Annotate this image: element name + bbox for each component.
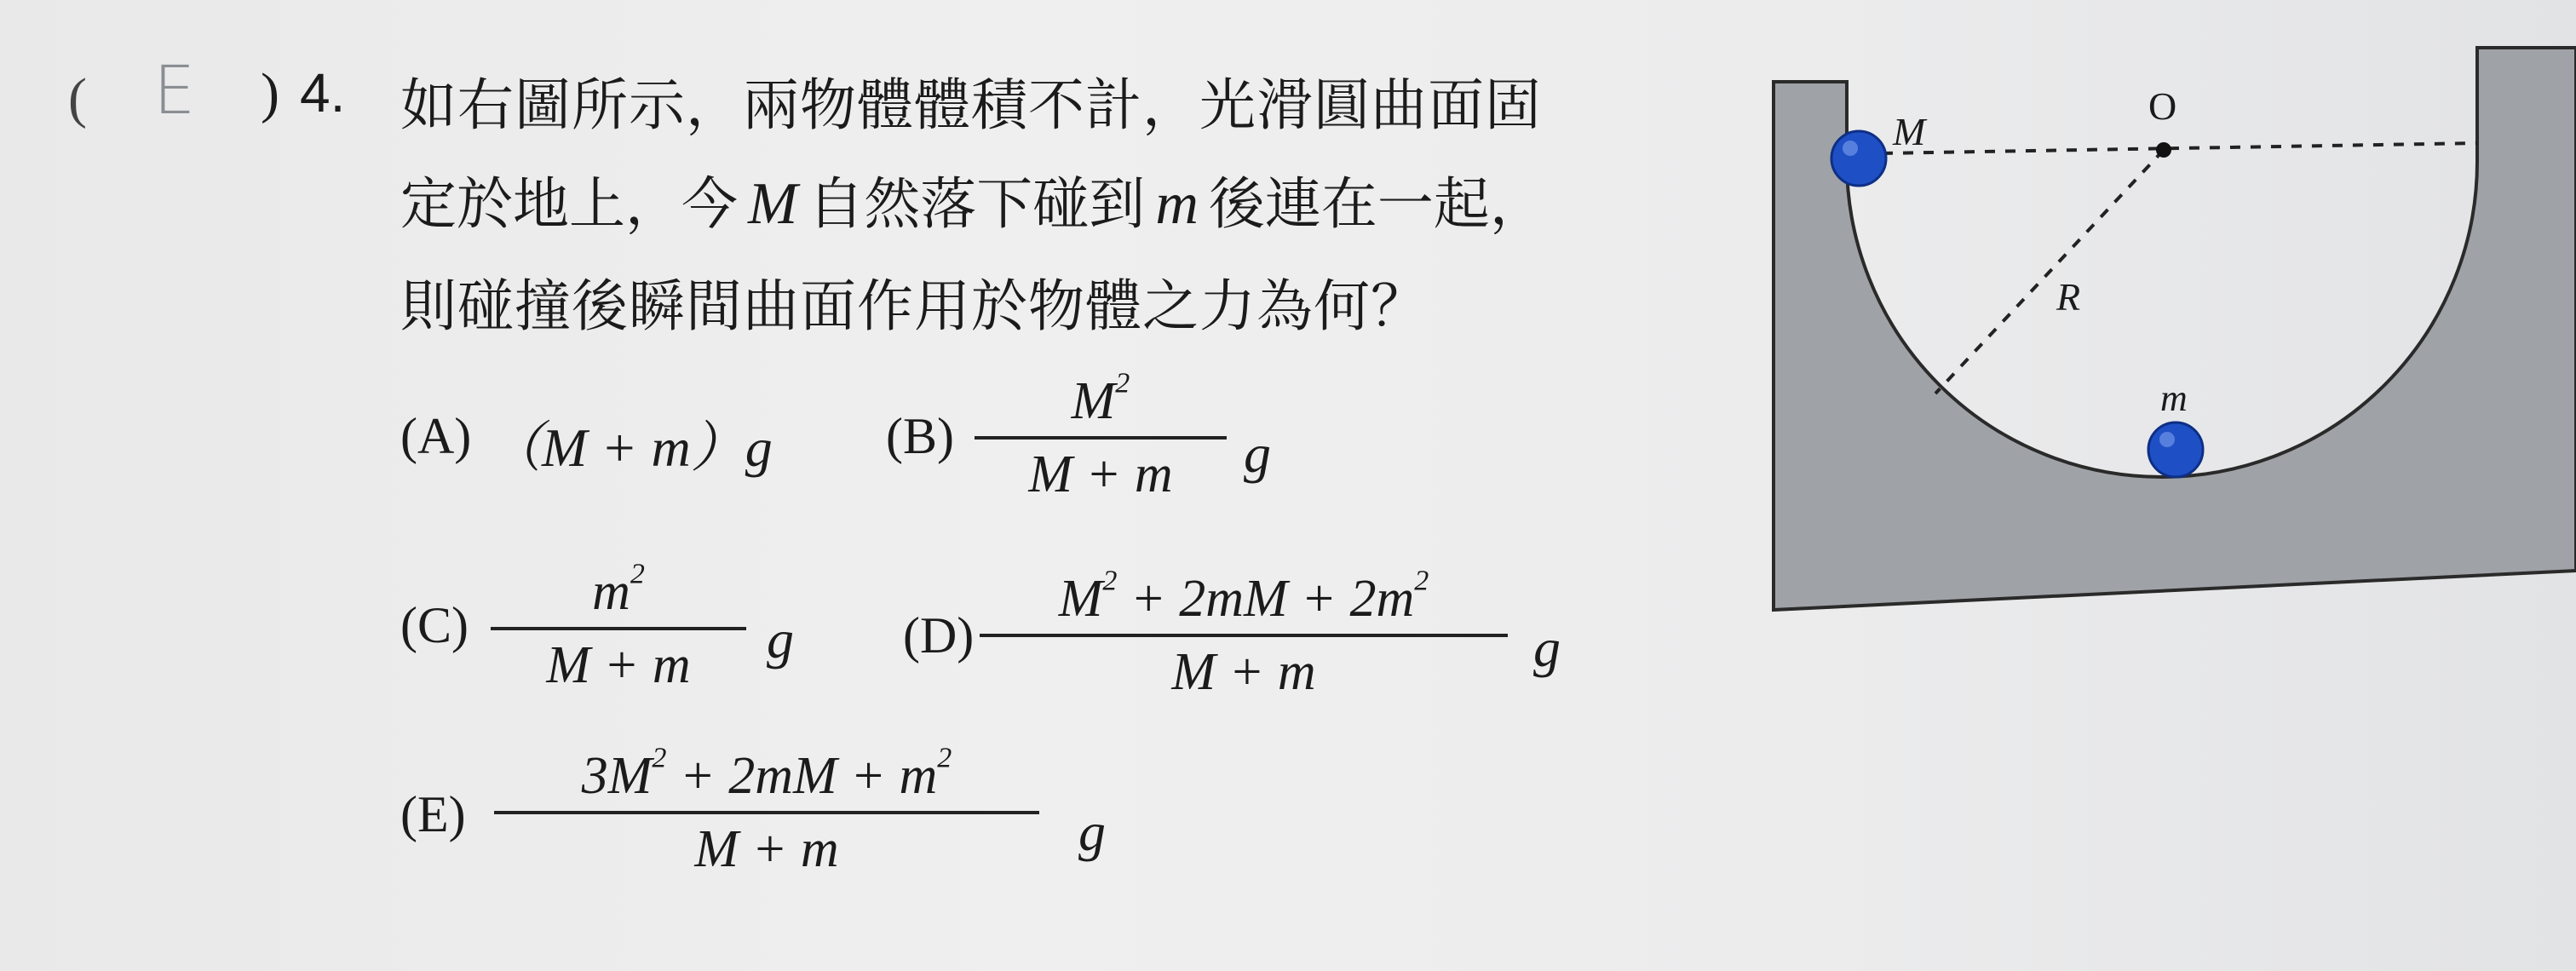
option-a-label: (A): [400, 408, 472, 464]
figure-label-R: R: [2056, 275, 2081, 319]
var-m: m: [1155, 171, 1199, 237]
answer-paren-close: ): [261, 62, 279, 124]
option-c-g: g: [767, 609, 794, 669]
question-number: 4.: [300, 62, 346, 124]
horizontal-dashed-line: [1883, 143, 2477, 153]
option-d-label: (D): [903, 607, 975, 664]
option-e-denominator: M + m: [694, 820, 839, 878]
question-line-3: 則碰撞後瞬間曲面作用於物體之力為何？: [400, 273, 1428, 339]
radius-dashed-line: [1935, 150, 2164, 394]
option-d-numerator: $M^2 + 2mM + 2m^2$: [1058, 565, 1429, 628]
ball-m-highlight: [2159, 432, 2175, 447]
ball-M: [1831, 131, 1886, 186]
option-b-numerator: $M^2$: [1071, 367, 1130, 430]
option-b-g: g: [1244, 423, 1271, 484]
option-a-text: （M + m）g: [487, 417, 773, 478]
option-b-denominator: M + m: [1028, 445, 1173, 503]
option-b-label: (B): [886, 408, 954, 464]
option-e-g: g: [1078, 802, 1106, 862]
ball-m: [2148, 422, 2203, 477]
handwritten-answer: E: [153, 53, 196, 129]
answer-paren-open: (: [68, 67, 87, 129]
question-line-1: 如右圖所示，兩物體體積不計，光滑圓曲面固: [400, 72, 1542, 138]
center-point-O: [2156, 142, 2171, 158]
figure-label-m: m: [2160, 377, 2188, 419]
question-line-2a: 定於地上，今: [400, 171, 738, 237]
option-c-numerator: $m^2$: [592, 558, 645, 621]
figure-label-M: M: [1893, 110, 1926, 153]
question-line-2c: 後連在一起，: [1208, 171, 1546, 237]
figure-label-O: O: [2148, 84, 2177, 128]
option-c-denominator: M + m: [546, 636, 691, 694]
question-line-2b: 自然落下碰到: [808, 171, 1146, 237]
ball-M-highlight: [1843, 141, 1858, 156]
option-e-numerator: $3M^2 + 2mM + m^2$: [581, 742, 952, 805]
option-d-denominator: M + m: [1171, 643, 1316, 701]
var-M: M: [748, 171, 798, 237]
option-c-label: (C): [400, 597, 469, 653]
option-e-label: (E): [400, 786, 466, 842]
option-d-g: g: [1533, 618, 1561, 678]
